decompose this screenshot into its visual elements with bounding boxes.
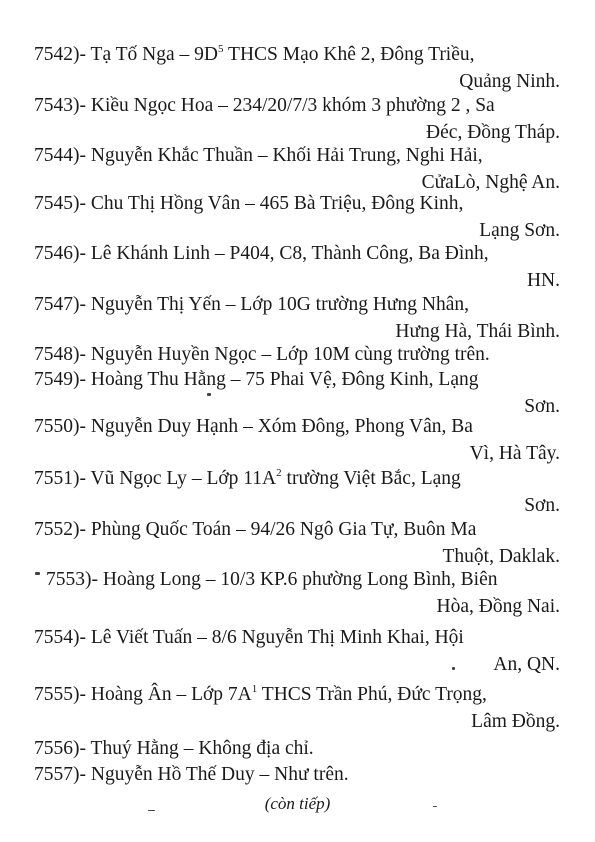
entry-line xyxy=(34,366,479,393)
entry-number: 7551)- xyxy=(34,468,86,489)
entry-number: 7550)- xyxy=(34,416,86,437)
entry-name: Nguyễn Khắc Thuần xyxy=(90,145,253,166)
superscript: 2 xyxy=(276,467,282,479)
entry-line xyxy=(34,465,461,492)
entry-line xyxy=(34,240,489,267)
entry-address: Lớp 10M cùng trường trên. xyxy=(276,344,490,365)
entry-number: 7548)- xyxy=(34,344,86,365)
separator: – xyxy=(235,519,246,540)
entry-number: 7556)- xyxy=(34,738,86,759)
superscript: 5 xyxy=(218,43,224,55)
entry-name: Hoàng Thu Hằng xyxy=(90,369,226,390)
separator: – xyxy=(183,738,194,759)
entry-address: 234/20/7/3 khóm 3 phường 2 , Sa xyxy=(232,95,495,116)
entry-name: Phùng Quốc Toán xyxy=(90,519,232,540)
entry-address: Xóm Đông, Phong Vân, Ba xyxy=(257,416,473,437)
separator: – xyxy=(218,95,228,116)
entry-address: 465 Bà Triệu, Đông Kinh, xyxy=(259,193,464,214)
separator: – xyxy=(191,468,202,489)
entry-number: 7557)- xyxy=(34,764,86,785)
entry-number: 7554)- xyxy=(34,627,86,648)
entry-name: Tạ Tố Nga xyxy=(90,44,175,65)
continued-note: (còn tiếp) xyxy=(264,794,331,813)
entry-number: 7544)- xyxy=(34,145,86,166)
entry-address: Như trên. xyxy=(274,764,349,785)
entry-line xyxy=(34,41,475,68)
entry-address: Lớp 10G trường Hưng Nhân, xyxy=(240,294,469,315)
entry-continuation: Hưng Hà, Thái Bình. xyxy=(395,321,560,342)
separator: – xyxy=(257,145,268,166)
entry-continuation: Lạng Sơn. xyxy=(479,220,560,241)
entry-address: Lớp 11A xyxy=(206,468,277,489)
entry-number: 7555)- xyxy=(34,684,86,705)
entry-name: Vũ Ngọc Ly xyxy=(90,468,187,489)
entry-continuation: An, QN. xyxy=(493,654,560,675)
entry-continuation: Lâm Đồng. xyxy=(471,711,560,732)
entry-continuation: Vì, Hà Tây. xyxy=(469,443,560,464)
entry-number: 7552)- xyxy=(34,519,86,540)
entry-address: P404, C8, Thành Công, Ba Đình, xyxy=(229,243,489,264)
separator: – xyxy=(205,569,216,590)
separator: – xyxy=(243,416,253,437)
entry-name: Nguyễn Hồ Thế Duy xyxy=(90,764,255,785)
separator: – xyxy=(225,294,236,315)
entry-name: Kiều Ngọc Hoa xyxy=(90,95,214,116)
entry-address: Không địa chỉ. xyxy=(198,738,314,759)
entry-name: Hoàng Ân xyxy=(90,684,172,705)
entry-line xyxy=(34,624,464,651)
entry-continuation: Đéc, Đồng Tháp. xyxy=(426,122,560,143)
entry-continuation: Quảng Ninh. xyxy=(459,71,560,92)
entry-line xyxy=(34,413,473,440)
separator: – xyxy=(245,193,255,214)
scan-speck xyxy=(207,393,211,396)
separator: – xyxy=(259,764,270,785)
separator: – xyxy=(214,243,225,264)
scan-speck xyxy=(35,572,40,575)
entry-address: trường Việt Bắc, Lạng xyxy=(286,468,461,489)
entry-number: 7546)- xyxy=(34,243,86,264)
scan-speck xyxy=(433,806,437,807)
entry-line xyxy=(34,190,463,217)
entry-line xyxy=(34,341,490,368)
scan-speck xyxy=(148,810,155,811)
separator: – xyxy=(197,627,207,648)
entry-continuation: Sơn. xyxy=(524,396,560,417)
separator: – xyxy=(176,684,187,705)
entry-name: Nguyễn Duy Hạnh xyxy=(90,416,239,437)
entry-continuation: Sơn. xyxy=(524,495,560,516)
entry-name: Chu Thị Hồng Vân xyxy=(90,193,241,214)
scan-speck xyxy=(452,667,455,670)
separator: – xyxy=(261,344,272,365)
entry-address: 9D xyxy=(194,44,218,65)
entry-address: 10/3 KP.6 phường Long Bình, Biên xyxy=(220,569,498,590)
entry-number: 7549)- xyxy=(34,369,86,390)
entry-address: THCS Trần Phú, Đức Trọng, xyxy=(261,684,487,705)
entry-continuation: Thuột, Daklak. xyxy=(442,546,560,567)
entry-continuation: CửaLò, Nghệ An. xyxy=(421,172,560,193)
entry-line xyxy=(46,566,498,593)
entry-line xyxy=(34,761,349,788)
entry-name: Lê Viết Tuấn xyxy=(90,627,193,648)
superscript: 1 xyxy=(251,683,258,695)
entry-line xyxy=(34,142,483,169)
entry-name: Lê Khánh Linh xyxy=(90,243,211,264)
entry-continuation: Hòa, Đồng Nai. xyxy=(436,596,560,617)
entry-address: Lớp 7A xyxy=(191,684,252,705)
entry-address: 94/26 Ngô Gia Tự, Buôn Ma xyxy=(250,519,477,540)
entry-line xyxy=(34,516,476,543)
entry-address: Khối Hải Trung, Nghi Hải, xyxy=(272,145,483,166)
entry-address: 75 Phai Vệ, Đông Kinh, Lạng xyxy=(245,369,479,390)
entry-name: Nguyễn Huyền Ngọc xyxy=(90,344,257,365)
entry-continuation: HN. xyxy=(526,270,560,291)
entry-line xyxy=(34,92,495,119)
separator: – xyxy=(230,369,241,390)
entry-address: THCS Mạo Khê 2, Đông Triều, xyxy=(228,44,475,65)
entry-address: 8/6 Nguyễn Thị Minh Khai, Hội xyxy=(211,627,464,648)
separator: – xyxy=(179,44,190,65)
entry-name: Nguyễn Thị Yến xyxy=(90,294,221,315)
entry-line xyxy=(34,681,487,708)
entry-number: 7547)- xyxy=(34,294,86,315)
entry-name: Hoàng Long xyxy=(102,569,201,590)
entry-number: 7545)- xyxy=(34,193,86,214)
entry-number: 7553)- xyxy=(46,569,98,590)
entry-line xyxy=(34,735,314,762)
entry-number: 7542)- xyxy=(34,44,86,65)
entry-number: 7543)- xyxy=(34,95,86,116)
entry-line xyxy=(34,291,469,318)
entry-name: Thuý Hằng xyxy=(90,738,179,759)
